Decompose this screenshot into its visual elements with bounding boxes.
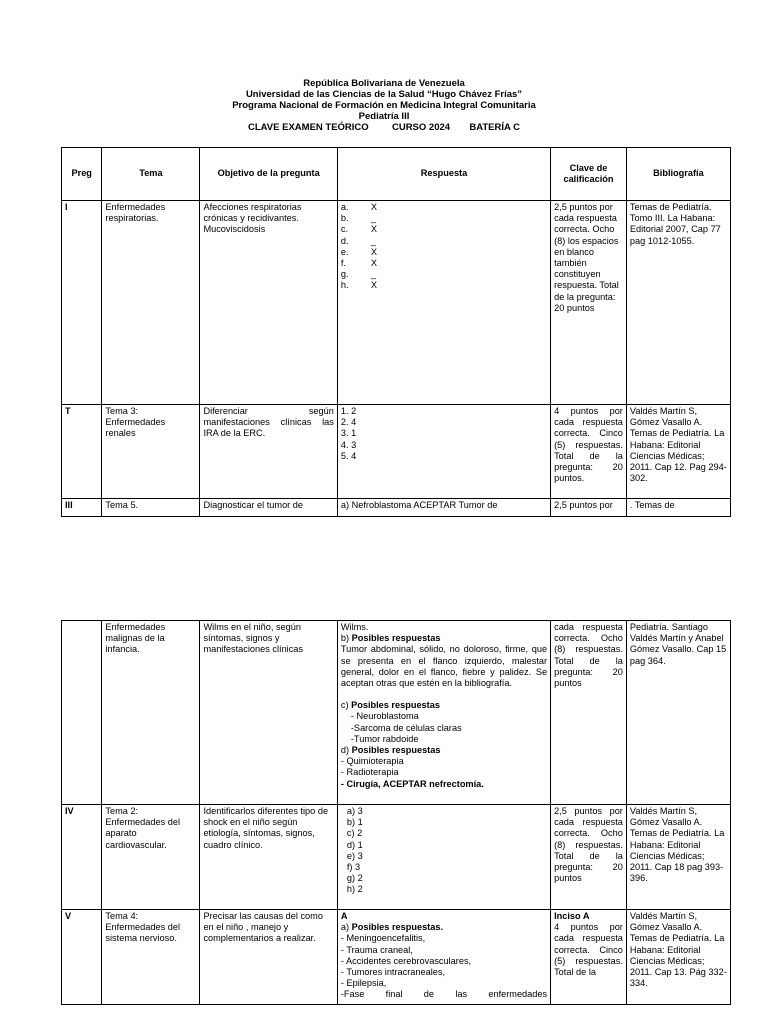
table-row <box>62 405 731 499</box>
header-exam: CLAVE EXAMEN TEÓRICO <box>247 122 369 133</box>
row-objetivo: Diagnosticar el tumor de <box>200 499 337 517</box>
answer-text: Tumor abdominal, sólido, no doloroso, firme, que se presenta en el flanco izquierdo, malestar general, dolor en el flanco, fiebre y palidez. Se aceptan otras que estén en la bibliografía. <box>340 644 548 689</box>
answer-heading: c) Posibles respuestas <box>340 700 440 711</box>
header-course: CURSO 2024 <box>391 122 451 133</box>
row-preg <box>62 621 102 805</box>
answer-line: 5. 4 <box>340 450 357 461</box>
col-header-clave: Clave de calificación <box>551 148 627 201</box>
answer-line: a) 3 <box>346 806 363 816</box>
row-objetivo: Diferenciar según manifestaciones clínicas las IRA de la ERC. <box>200 405 337 499</box>
answer-line: - Epilepsia, <box>340 978 387 989</box>
document-header <box>0 78 768 133</box>
row-preg: T <box>62 405 102 499</box>
answer-line: h) 2 <box>346 884 363 895</box>
answer-line: - Neuroblastoma <box>350 711 419 722</box>
row-clave: 2,5 puntos por cada respuesta correcta. Ocho (8) respuestas. Total de la pregunta: 20 puntos <box>551 805 627 910</box>
option-line: b. _ <box>340 213 376 224</box>
answer-line: Wilms. <box>340 622 369 632</box>
row-clave <box>551 910 627 1005</box>
answer-line: - Quimioterapia <box>340 756 404 767</box>
row-preg: I <box>62 201 102 405</box>
answer-line: d) 1 <box>346 839 363 850</box>
answer-line: -Tumor rabdoide <box>350 733 419 744</box>
answer-line: f) 3 <box>346 862 361 873</box>
row-bibliografia: Valdés Martín S, Gómez Vasallo A. Temas de Pediatría. La Habana: Editorial Ciencias Médicas; 2011. Cap 18 pag 393-396. <box>626 805 730 910</box>
header-subject: Pediatría III <box>358 111 410 122</box>
table-header-row <box>62 148 731 201</box>
answer-line: 4. 3 <box>340 439 357 450</box>
row-tema: Tema 2: Enfermedades del aparato cardiovascular. <box>102 805 200 910</box>
row-clave: 2,5 puntos por cada respuesta correcta. Ocho (8) los espacios en blanco también constituyen respuesta. Total de la pregunta: 20 puntos <box>551 201 627 405</box>
table-row <box>62 201 731 405</box>
header-exam-line <box>0 122 768 133</box>
option-line: a. X <box>340 202 378 212</box>
option-line: c. X <box>340 224 378 235</box>
clave-text: 4 puntos por cada respuesta correcta. Cinco (5) respuestas. Total de la <box>554 922 623 978</box>
col-header-tema: Tema <box>102 148 200 201</box>
table-row <box>62 910 731 1005</box>
row-bibliografia: Valdés Martín S, Gómez Vasallo A. Temas de Pediatría. La Habana: Editorial Ciencias Médicas; 2011. Cap 13. Pág 332-334. <box>626 910 730 1005</box>
answer-line: b) 1 <box>346 817 363 828</box>
row-tema: Tema 3: Enfermedades renales <box>102 405 200 499</box>
header-country: República Bolivariana de Venezuela <box>303 78 465 89</box>
option-line: d. _ <box>340 235 376 246</box>
answer-line: - Accidentes cerebrovasculares, <box>340 955 472 966</box>
row-tema: Enfermedades malignas de la infancia. <box>102 621 200 805</box>
answer-heading: b) Posibles respuestas <box>340 633 441 644</box>
answer-key-table-continued <box>61 620 731 1005</box>
answer-line: 2. 4 <box>340 417 357 428</box>
table-row <box>62 805 731 910</box>
row-objetivo: Afecciones respiratorias crónicas y recidivantes. Mucoviscidosis <box>200 201 337 405</box>
row-tema: Tema 5. <box>102 499 200 517</box>
row-preg: V <box>62 910 102 1005</box>
clave-heading: Inciso A <box>554 911 590 921</box>
row-respuesta <box>337 201 550 405</box>
row-bibliografia: Temas de Pediatría. Tomo III. La Habana: Editorial 2007, Cap 77 pag 1012-1055. <box>626 201 730 405</box>
row-objetivo: Identificarlos diferentes tipo de shock en el niño según etiología, síntomas, signos, cuadro clínico. <box>200 805 337 910</box>
option-line: h. X <box>340 280 378 291</box>
col-header-objetivo: Objetivo de la pregunta <box>200 148 337 201</box>
col-header-bibliografia: Bibliografía <box>626 148 730 201</box>
row-clave: cada respuesta correcta. Ocho (8) respuestas. Total de la pregunta: 20 puntos <box>551 621 627 805</box>
row-clave: 2,5 puntos por <box>551 499 627 517</box>
row-preg: IV <box>62 805 102 910</box>
row-clave: 4 puntos por cada respuesta correcta. Cinco (5) respuestas. Total de la pregunta: 20 puntos. <box>551 405 627 499</box>
row-bibliografia: Valdés Martín S, Gómez Vasallo A. Temas de Pediatría. La Habana: Editorial Ciencias Médicas; 2011. Cap 12. Pag 294-302. <box>626 405 730 499</box>
row-objetivo: Wilms en el niño, según síntomas, signos y manifestaciones clínicas <box>200 621 337 805</box>
table-row <box>62 499 731 517</box>
answer-line: c) 2 <box>346 828 363 839</box>
row-bibliografia: . Temas de <box>626 499 730 517</box>
row-respuesta <box>337 805 550 910</box>
answer-line: - Trauma craneal, <box>340 944 413 955</box>
row-tema: Enfermedades respiratorias. <box>102 201 200 405</box>
answer-line: - Tumores intracraneales, <box>340 967 446 978</box>
row-tema: Tema 4: Enfermedades del sistema nervioso. <box>102 910 200 1005</box>
col-header-respuesta: Respuesta <box>337 148 550 201</box>
answer-line: 3. 1 <box>340 428 357 439</box>
answer-line: -Fase final de las enfermedades <box>340 989 548 1000</box>
header-program: Programa Nacional de Formación en Medicina Integral Comunitaria <box>232 100 536 111</box>
row-preg: III <box>62 499 102 517</box>
row-respuesta <box>337 405 550 499</box>
option-line: g. _ <box>340 269 376 280</box>
answer-heading: d) Posibles respuestas <box>340 745 441 756</box>
col-header-preg: Preg <box>62 148 102 201</box>
answer-line: g) 2 <box>346 873 363 884</box>
answer-line: - Radioterapia <box>340 767 399 778</box>
row-respuesta: a) Nefroblastoma ACEPTAR Tumor de <box>337 499 550 517</box>
row-objetivo: Precisar las causas del como en el niño , manejo y complementarios a realizar. <box>200 910 337 1005</box>
answer-line: - Cirugía, ACEPTAR nefrectomía. <box>340 778 484 789</box>
answer-heading: a) Posibles respuestas. <box>340 922 444 933</box>
option-line: e. X <box>340 246 378 257</box>
answer-line: 1. 2 <box>340 406 357 416</box>
row-bibliografia: Pediatría. Santiago Valdés Martín y Anabel Gómez Vasallo. Cap 15 pag 364. <box>626 621 730 805</box>
answer-key-table <box>61 147 731 517</box>
table-row <box>62 621 731 805</box>
answer-line: -Sarcoma de células claras <box>350 722 462 733</box>
answer-heading: A <box>340 911 348 921</box>
option-line: f. X <box>340 258 378 269</box>
answer-line: - Meningoencefalitis, <box>340 933 426 944</box>
header-university: Universidad de las Ciencias de la Salud “Hugo Chávez Frías” <box>245 89 523 100</box>
header-battery: BATERÍA C <box>469 122 521 133</box>
row-respuesta <box>337 910 550 1005</box>
row-respuesta <box>337 621 550 805</box>
answer-line: e) 3 <box>346 850 363 861</box>
